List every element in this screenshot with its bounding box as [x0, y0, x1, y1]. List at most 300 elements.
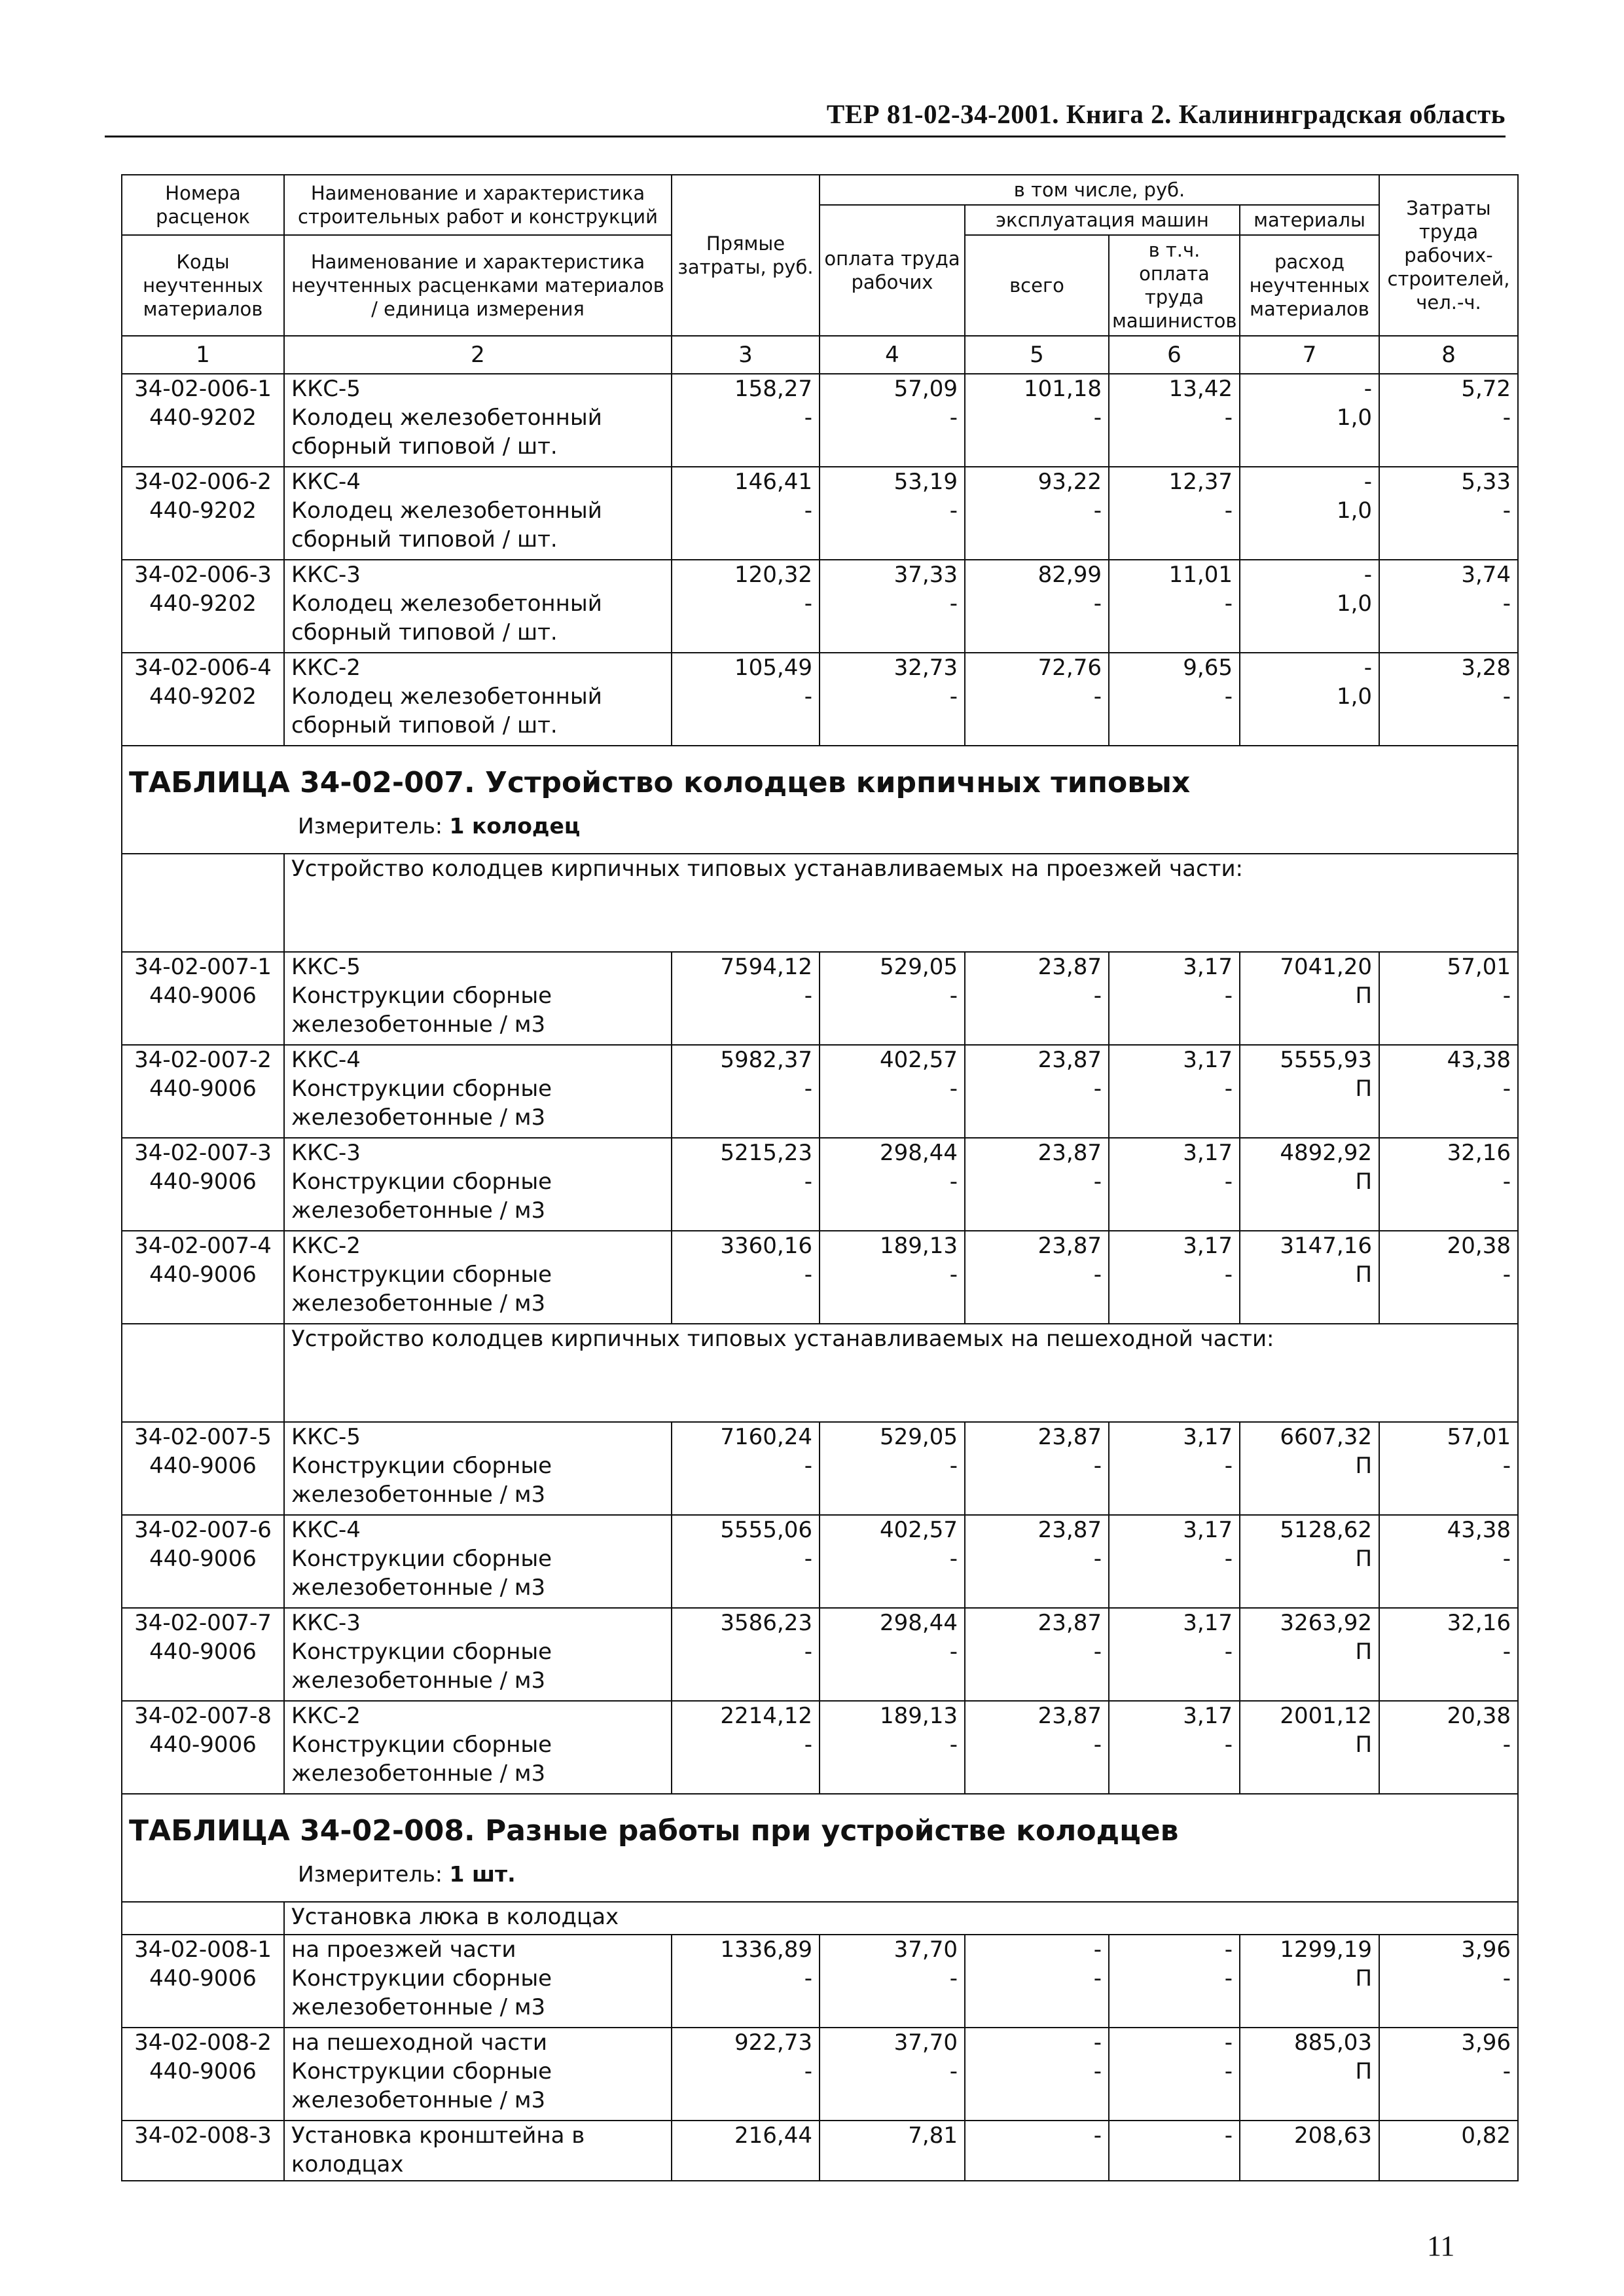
value-cell	[965, 2121, 1109, 2181]
rate-value: 3263,92	[1280, 1610, 1373, 1636]
rate-value: 5,72	[1461, 376, 1511, 402]
table-row	[122, 2121, 1518, 2181]
material-value: -	[1224, 1169, 1233, 1195]
value-cell	[1379, 1045, 1518, 1138]
rate-value: 2001,12	[1280, 1703, 1373, 1729]
material-value: -	[1502, 1639, 1511, 1665]
rate-code: 34-02-006-1	[134, 376, 272, 402]
material-value: П	[1355, 983, 1373, 1009]
work-name: ККС-3	[291, 562, 361, 588]
value-cell	[1240, 2028, 1379, 2121]
section-title: ТАБЛИЦА 34-02-007. Устройство колодцев кирпичных типовых	[129, 766, 1191, 799]
value-cell	[965, 1515, 1109, 1608]
value-cell	[1240, 1935, 1379, 2028]
rate-value: 402,57	[880, 1517, 958, 1543]
empty-cell	[122, 1324, 284, 1422]
rate-value: 43,38	[1447, 1517, 1511, 1543]
col-num: 6	[1109, 336, 1240, 374]
material-value: П	[1355, 1639, 1373, 1665]
material-code: 440-9006	[149, 983, 257, 1009]
material-value: П	[1355, 1076, 1373, 1102]
work-name: ККС-5	[291, 1424, 361, 1450]
rate-value: 3,28	[1461, 655, 1511, 681]
section-row	[122, 1794, 1518, 1902]
work-name: ККС-2	[291, 1703, 361, 1729]
rate-value: 23,87	[1038, 1233, 1102, 1259]
rate-value: 3,17	[1183, 1140, 1233, 1166]
rate-value: 298,44	[880, 1610, 958, 1636]
rate-value: 9,65	[1183, 655, 1233, 681]
rate-value: 5128,62	[1280, 1517, 1373, 1543]
col-num: 7	[1240, 336, 1379, 374]
material-code: 440-9006	[149, 1453, 257, 1479]
rate-value: -	[1224, 1937, 1233, 1963]
material-value: -	[1093, 1169, 1102, 1195]
value-cell	[1240, 1608, 1379, 1701]
rate-value: 32,16	[1447, 1140, 1511, 1166]
value-cell	[1109, 952, 1240, 1045]
rate-code: 34-02-007-2	[134, 1047, 272, 1073]
subsection-row	[122, 1902, 1518, 1935]
subsection-title: Устройство колодцев кирпичных типовых устанавливаемых на пешеходной части:	[284, 1324, 1518, 1422]
rate-value: 2214,12	[720, 1703, 812, 1729]
col-codes-top: Номера расценок	[122, 175, 284, 235]
rate-value: 208,63	[1294, 2123, 1373, 2149]
value-cell	[1240, 952, 1379, 1045]
material-value: -	[1502, 983, 1511, 1009]
material-value: -	[1093, 1546, 1102, 1572]
code-cell	[122, 1138, 284, 1231]
rate-code: 34-02-007-3	[134, 1140, 272, 1166]
rate-value: 57,01	[1447, 1424, 1511, 1450]
rate-value: 6607,32	[1280, 1424, 1373, 1450]
material-value: -	[804, 1732, 812, 1758]
code-cell	[122, 2121, 284, 2181]
rate-value: 3,17	[1183, 1424, 1233, 1450]
material-value: -	[949, 1453, 958, 1479]
rate-value: 4892,92	[1280, 1140, 1373, 1166]
name-cell	[284, 374, 672, 467]
value-cell	[965, 374, 1109, 467]
name-cell	[284, 467, 672, 560]
rate-value: 3,96	[1461, 1937, 1511, 1963]
material-name: Конструкции сборные железобетонные / м3	[291, 1546, 552, 1601]
rate-value: 3,96	[1461, 2030, 1511, 2056]
material-value: -	[1093, 1262, 1102, 1288]
rate-value: 3,17	[1183, 954, 1233, 980]
material-value: -	[1502, 1453, 1511, 1479]
rate-value: 12,37	[1168, 469, 1233, 495]
material-value: -	[1502, 2058, 1511, 2085]
rate-value: 23,87	[1038, 1047, 1102, 1073]
table-row	[122, 1701, 1518, 1794]
rate-value: 5555,06	[720, 1517, 812, 1543]
rate-value: 5555,93	[1280, 1047, 1373, 1073]
table-row	[122, 952, 1518, 1045]
material-value: -	[949, 1169, 958, 1195]
rate-value: 158,27	[734, 376, 812, 402]
rate-value: 1299,19	[1280, 1937, 1373, 1963]
rate-value: -	[1224, 2030, 1233, 2056]
measure-value: 1 колодец	[449, 813, 581, 839]
header-row-1	[122, 175, 1518, 205]
rate-value: 5982,37	[720, 1047, 812, 1073]
material-value: -	[1502, 1546, 1511, 1572]
material-value: -	[804, 2058, 812, 2085]
name-cell	[284, 560, 672, 653]
value-cell	[820, 467, 965, 560]
rate-value: 23,87	[1038, 954, 1102, 980]
rate-code: 34-02-007-5	[134, 1424, 272, 1450]
material-value: -	[1224, 983, 1233, 1009]
rate-value: 13,42	[1168, 376, 1233, 402]
work-name: Установка кронштейна в колодцах	[291, 2123, 585, 2178]
rate-value: 3,17	[1183, 1517, 1233, 1543]
work-name: на пешеходной части	[291, 2030, 547, 2056]
material-name: Колодец железобетонный сборный типовой / шт.	[291, 498, 602, 553]
rate-value: 101,18	[1024, 376, 1102, 402]
material-code: 440-9202	[149, 591, 257, 617]
rate-value: 189,13	[880, 1703, 958, 1729]
col-num: 1	[122, 336, 284, 374]
rate-value: 57,01	[1447, 954, 1511, 980]
material-value: -	[804, 1453, 812, 1479]
table-row	[122, 467, 1518, 560]
material-code: 440-9006	[149, 1262, 257, 1288]
rate-code: 34-02-007-8	[134, 1703, 272, 1729]
material-value: -	[804, 591, 812, 617]
col-num: 4	[820, 336, 965, 374]
material-name: Конструкции сборные железобетонные / м3	[291, 1965, 552, 2020]
value-cell	[1379, 653, 1518, 746]
col-num: 3	[672, 336, 820, 374]
rate-value: -	[1363, 469, 1373, 495]
value-cell	[1379, 1608, 1518, 1701]
material-value: П	[1355, 1453, 1373, 1479]
work-name: ККС-5	[291, 954, 361, 980]
table-row	[122, 560, 1518, 653]
value-cell	[965, 653, 1109, 746]
rate-value: 72,76	[1038, 655, 1102, 681]
col-name-bottom: Наименование и характеристика неучтенных расценками материалов / единица измерения	[284, 235, 672, 336]
rate-value: 7041,20	[1280, 954, 1373, 980]
material-value: -	[1224, 1546, 1233, 1572]
table-row	[122, 1422, 1518, 1515]
value-cell	[672, 1422, 820, 1515]
rate-code: 34-02-006-4	[134, 655, 272, 681]
value-cell	[820, 2028, 965, 2121]
material-code: 440-9202	[149, 405, 257, 431]
rate-value: -	[1093, 2030, 1102, 2056]
material-value: П	[1355, 1546, 1373, 1572]
material-value: -	[949, 405, 958, 431]
rate-code: 34-02-007-1	[134, 954, 272, 980]
material-value: -	[1224, 498, 1233, 524]
value-cell	[672, 2028, 820, 2121]
value-cell	[820, 1701, 965, 1794]
material-value: -	[949, 1076, 958, 1102]
work-name: ККС-4	[291, 1517, 361, 1543]
work-name: ККС-3	[291, 1610, 361, 1636]
col-num: 8	[1379, 336, 1518, 374]
subsection-row	[122, 854, 1518, 952]
material-name: Конструкции сборные железобетонные / м3	[291, 1639, 552, 1694]
column-number-row	[122, 336, 1518, 374]
rate-value: 20,38	[1447, 1233, 1511, 1259]
value-cell	[1240, 374, 1379, 467]
material-name: Конструкции сборные железобетонные / м3	[291, 2058, 552, 2113]
subsection-title: Устройство колодцев кирпичных типовых устанавливаемых на проезжей части:	[284, 854, 1518, 952]
material-value: -	[949, 983, 958, 1009]
work-name: ККС-4	[291, 469, 361, 495]
value-cell	[672, 1138, 820, 1231]
rate-value: 1336,89	[720, 1937, 812, 1963]
value-cell	[1240, 467, 1379, 560]
rate-value: 11,01	[1168, 562, 1233, 588]
rate-value: 0,82	[1461, 2123, 1511, 2149]
rate-value: 37,33	[893, 562, 958, 588]
material-code: 440-9006	[149, 1076, 257, 1102]
section-measure	[298, 1861, 1511, 1887]
rate-value: 20,38	[1447, 1703, 1511, 1729]
material-value: -	[804, 1639, 812, 1665]
name-cell	[284, 1515, 672, 1608]
value-cell	[1379, 1422, 1518, 1515]
name-cell	[284, 1045, 672, 1138]
material-code: 440-9202	[149, 498, 257, 524]
material-name: Конструкции сборные железобетонные / м3	[291, 1169, 552, 1224]
rate-value: 3,17	[1183, 1233, 1233, 1259]
value-cell	[672, 560, 820, 653]
value-cell	[965, 1231, 1109, 1324]
material-value: -	[1093, 1453, 1102, 1479]
rate-code: 34-02-008-2	[134, 2030, 272, 2056]
rate-value: 529,05	[880, 1424, 958, 1450]
value-cell	[1109, 1045, 1240, 1138]
material-value: -	[1224, 1639, 1233, 1665]
work-name: на проезжей части	[291, 1937, 516, 1963]
material-code: 440-9006	[149, 1546, 257, 1572]
material-name: Колодец железобетонный сборный типовой / шт.	[291, 405, 602, 460]
material-value: -	[1093, 1639, 1102, 1665]
rate-code: 34-02-006-3	[134, 562, 272, 588]
material-name: Конструкции сборные железобетонные / м3	[291, 1076, 552, 1131]
material-value: -	[1093, 591, 1102, 617]
material-value: П	[1355, 1732, 1373, 1758]
value-cell	[1379, 1515, 1518, 1608]
table-row	[122, 1045, 1518, 1138]
material-value: -	[804, 1262, 812, 1288]
value-cell	[965, 1701, 1109, 1794]
value-cell	[1379, 2121, 1518, 2181]
material-value: -	[804, 983, 812, 1009]
rate-value: 3360,16	[720, 1233, 812, 1259]
value-cell	[1240, 2121, 1379, 2181]
material-value: 1,0	[1336, 683, 1373, 710]
material-value: -	[1093, 983, 1102, 1009]
code-cell	[122, 1608, 284, 1701]
value-cell	[1379, 1935, 1518, 2028]
code-cell	[122, 374, 284, 467]
code-cell	[122, 1701, 284, 1794]
rate-value: 120,32	[734, 562, 812, 588]
rate-value: 402,57	[880, 1047, 958, 1073]
col-machines: эксплуатация машин	[965, 205, 1240, 235]
material-value: П	[1355, 1965, 1373, 1992]
value-cell	[1109, 1231, 1240, 1324]
rate-code: 34-02-007-4	[134, 1233, 272, 1259]
material-value: -	[804, 405, 812, 431]
value-cell	[1379, 2028, 1518, 2121]
rate-value: 3,17	[1183, 1047, 1233, 1073]
value-cell	[1109, 467, 1240, 560]
value-cell	[1240, 560, 1379, 653]
rate-value: 3,74	[1461, 562, 1511, 588]
value-cell	[672, 1701, 820, 1794]
value-cell	[1109, 653, 1240, 746]
price-table	[121, 174, 1519, 2181]
code-cell	[122, 560, 284, 653]
material-value: -	[949, 591, 958, 617]
material-value: -	[949, 1546, 958, 1572]
rate-value: 529,05	[880, 954, 958, 980]
name-cell	[284, 653, 672, 746]
value-cell	[820, 374, 965, 467]
rate-value: 7594,12	[720, 954, 812, 980]
value-cell	[1109, 1515, 1240, 1608]
value-cell	[965, 1935, 1109, 2028]
col-incl: в том числе, руб.	[820, 175, 1379, 205]
work-name: ККС-4	[291, 1047, 361, 1073]
col-materials-use: расход неучтенных материалов	[1240, 235, 1379, 336]
table-row	[122, 1515, 1518, 1608]
rate-value: 7,81	[908, 2123, 958, 2149]
col-direct: Прямые затраты, руб.	[672, 175, 820, 336]
rate-value: 5215,23	[720, 1140, 812, 1166]
material-value: -	[1502, 1732, 1511, 1758]
material-value: -	[1502, 498, 1511, 524]
material-value: -	[804, 1169, 812, 1195]
value-cell	[1240, 653, 1379, 746]
value-cell	[1240, 1515, 1379, 1608]
material-code: 440-9006	[149, 2058, 257, 2085]
value-cell	[672, 467, 820, 560]
material-value: -	[1224, 2058, 1233, 2085]
material-value: -	[1093, 1732, 1102, 1758]
rate-code: 34-02-007-6	[134, 1517, 272, 1543]
col-machines-labor: в т.ч. оплата труда машинистов	[1109, 235, 1240, 336]
value-cell	[1379, 1701, 1518, 1794]
material-value: -	[1224, 405, 1233, 431]
value-cell	[965, 2028, 1109, 2121]
material-value: -	[1093, 498, 1102, 524]
rate-value: 7160,24	[720, 1424, 812, 1450]
material-code: 440-9202	[149, 683, 257, 710]
col-codes-bottom: Коды неучтенных материалов	[122, 235, 284, 336]
value-cell	[1240, 1701, 1379, 1794]
empty-cell	[122, 854, 284, 952]
value-cell	[1379, 467, 1518, 560]
material-value: П	[1355, 1262, 1373, 1288]
table-row	[122, 1138, 1518, 1231]
code-cell	[122, 1045, 284, 1138]
material-value: -	[1093, 1076, 1102, 1102]
value-cell	[672, 2121, 820, 2181]
col-num: 5	[965, 336, 1109, 374]
value-cell	[820, 952, 965, 1045]
value-cell	[965, 952, 1109, 1045]
rate-value: -	[1093, 2123, 1102, 2149]
value-cell	[965, 467, 1109, 560]
value-cell	[672, 1608, 820, 1701]
rate-value: 5,33	[1461, 469, 1511, 495]
table-row	[122, 1231, 1518, 1324]
code-cell	[122, 2028, 284, 2121]
material-value: -	[1093, 1965, 1102, 1992]
rate-code: 34-02-008-1	[134, 1937, 272, 1963]
rate-value: 32,16	[1447, 1610, 1511, 1636]
name-cell	[284, 1138, 672, 1231]
value-cell	[1379, 374, 1518, 467]
section-measure	[298, 813, 1511, 839]
material-value: -	[804, 498, 812, 524]
work-name: ККС-3	[291, 1140, 361, 1166]
table-row	[122, 1935, 1518, 2028]
measure-value: 1 шт.	[449, 1861, 516, 1887]
value-cell	[965, 560, 1109, 653]
rate-value: 37,70	[893, 2030, 958, 2056]
col-workers: Затраты труда рабочих-строителей, чел.-ч.	[1379, 175, 1518, 336]
name-cell	[284, 1231, 672, 1324]
page-number: 11	[1427, 2230, 1455, 2262]
rate-value: 23,87	[1038, 1703, 1102, 1729]
rate-value: 3147,16	[1280, 1233, 1373, 1259]
material-name: Конструкции сборные железобетонные / м3	[291, 1732, 552, 1787]
value-cell	[1109, 1935, 1240, 2028]
rate-code: 34-02-008-3	[134, 2123, 272, 2149]
material-code: 440-9006	[149, 1169, 257, 1195]
value-cell	[1240, 1138, 1379, 1231]
rate-value: 57,09	[893, 376, 958, 402]
material-value: -	[949, 683, 958, 710]
value-cell	[820, 1515, 965, 1608]
rate-value: -	[1363, 655, 1373, 681]
empty-cell	[122, 1902, 284, 1935]
rate-value: 105,49	[734, 655, 812, 681]
material-value: -	[1224, 683, 1233, 710]
value-cell	[1240, 1231, 1379, 1324]
col-materials: материалы	[1240, 205, 1379, 235]
subsection-title: Установка люка в колодцах	[284, 1902, 1518, 1935]
material-name: Колодец железобетонный сборный типовой / шт.	[291, 591, 602, 646]
value-cell	[820, 1045, 965, 1138]
material-value: -	[1093, 2058, 1102, 2085]
rate-value: -	[1224, 2123, 1233, 2149]
value-cell	[820, 1608, 965, 1701]
section-header	[122, 1794, 1518, 1902]
name-cell	[284, 1608, 672, 1701]
subsection-row	[122, 1324, 1518, 1422]
value-cell	[965, 1422, 1109, 1515]
material-value: -	[1502, 1076, 1511, 1102]
value-cell	[1109, 374, 1240, 467]
value-cell	[1109, 1701, 1240, 1794]
code-cell	[122, 1935, 284, 2028]
material-value: -	[949, 498, 958, 524]
value-cell	[820, 1422, 965, 1515]
rate-value: 23,87	[1038, 1517, 1102, 1543]
code-cell	[122, 653, 284, 746]
